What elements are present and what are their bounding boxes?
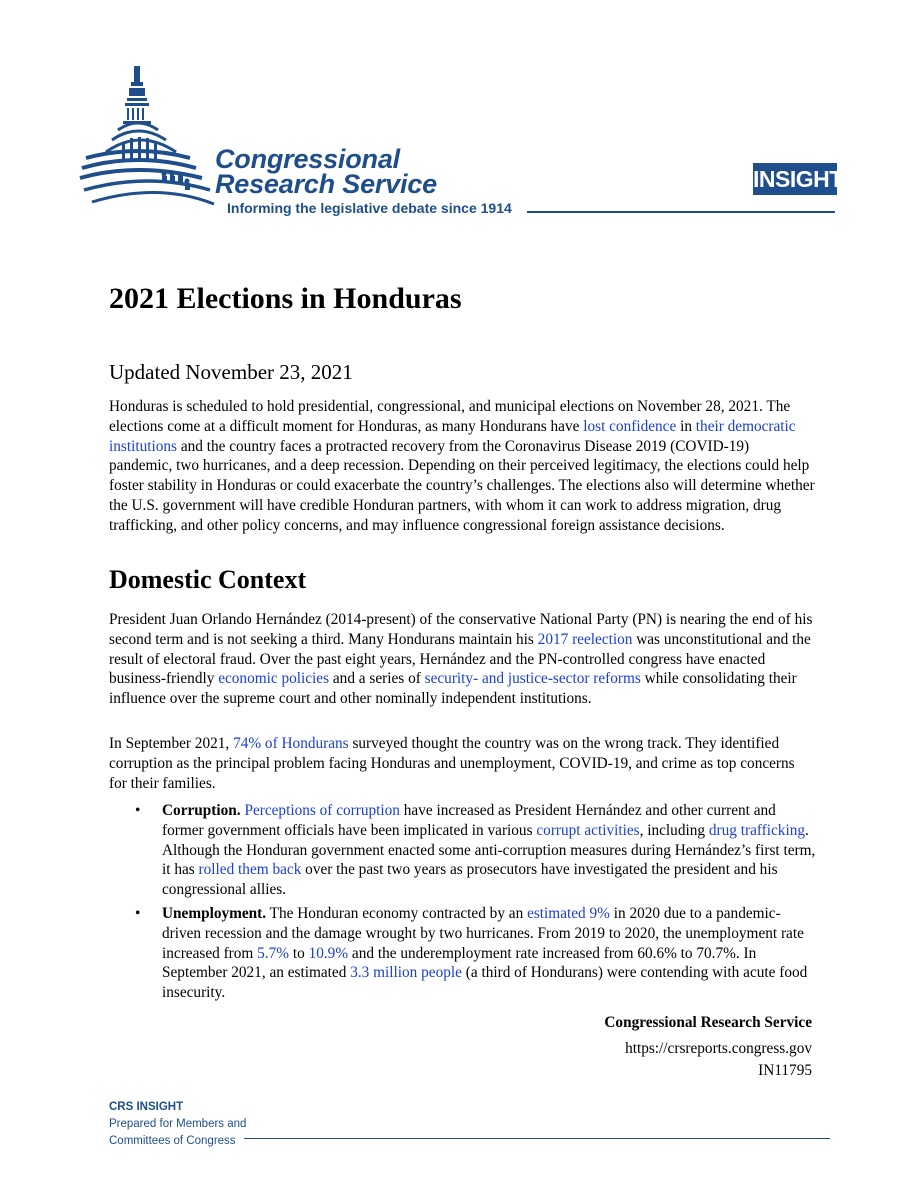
insight-badge: INSIGHT [753,163,837,195]
prepared-line-2: Committees of Congress [109,1135,236,1147]
inline-link[interactable]: 2017 reelection [537,630,633,648]
bullet-icon: • [135,802,141,819]
domestic-context-paragraph-2: In September 2021, 74% of Hondurans surveyed thought the country was on the wrong track. They identified corruption as the principal problem facing Honduras and unemployment, COVID-19, and crime as top concerns for their families. [109,735,795,792]
intro-paragraph: Honduras is scheduled to hold presidential, congressional, and municipal elections on November 28, 2021. The elections come at a difficult moment for Honduras, as many Hondurans have lost confidence in their democratic institutions and the country faces a protracted recovery from the Coronavirus Disease 2019 (COVID-19) pandemic, two hurricanes, and a deep recession. Depending on their perceived legitimacy, the elections could help foster stability in Honduras or could exacerbate the country’s challenges. The elections also will determine whether the U.S. government will have credible Honduran partners, with whom it can work to address migration, drug trafficking, and other policy concerns, and may influence congressional foreign assistance decisions. [109,398,815,534]
org-name-line2: Research Service [215,169,437,199]
inline-link[interactable]: drug trafficking [708,821,806,839]
inline-link[interactable]: estimated 9% [527,904,610,922]
bullet-icon: • [135,904,141,922]
domestic-context-paragraph-1: President Juan Orlando Hernández (2014-present) of the conservative National Party (PN) is nearing the end of his second term and is not seeking a third. Many Hondurans maintain his 2017 reelection was unconstitutional and the result of electoral fraud. Over the past eight years, Hernández and the PN-controlled congress have enacted business-friendly economic policies and a series of security- and justice-sector reforms while consolidating their influence over the supreme court and other nominally independent institutions. [109,611,813,708]
crs-insight-footer [109,1099,246,1150]
report-id: IN11795 [758,1062,812,1079]
org-tagline: Informing the legislative debate since 1914 [227,200,512,216]
list-item: • Unemployment. The Honduran economy contracted by an estimated 9% in 2020 due to a pandemic-driven recession and the damage wrought by two hurricanes. From 2019 to 2020, the unemployment rate increased from 5.7% to 10.9% and the underemployment rate increased from 60.6% to 70.7%. In September 2021, an estimated 3.3 million people (a third of Hondurans) were contending with acute food insecurity. [135,904,808,1002]
inline-link[interactable]: 5.7% [257,944,290,962]
footer-org-name: Congressional Research Service [604,1014,812,1031]
inline-link[interactable]: lost confidence [583,417,677,435]
footer-divider [244,1138,830,1139]
inline-link[interactable]: security- and justice-sector reforms [424,670,641,688]
inline-link[interactable]: 74% of Hondurans [233,735,349,752]
concerns-list [135,801,817,1007]
list-item: • Corruption. Perceptions of corruption have increased as President Hernández and other current and former government officials have been implicated in various corrupt activities, including drug trafficking. Although the Honduran government enacted some anti-corruption measures during Hernández’s first term, it has rolled them back over the past two years as prosecutors have investigated the president and his congressional allies. [135,802,816,899]
org-name-line1: Congressional [215,144,400,174]
inline-link[interactable]: 3.3 million people [350,964,462,982]
inline-link[interactable]: 10.9% [308,944,349,962]
section-heading: Domestic Context [109,565,307,594]
bullet-label: Unemployment. [162,904,267,922]
crs-insight-label: CRS INSIGHT [109,1101,184,1113]
prepared-line-1: Prepared for Members and [109,1118,247,1130]
bullet-label: Corruption. [162,802,241,819]
inline-link[interactable]: corrupt activities [536,821,640,839]
page-title: 2021 Elections in Honduras [109,282,462,315]
updated-date: Updated November 23, 2021 [109,360,353,384]
inline-link[interactable]: Perceptions of corruption [244,802,400,819]
footer-url: https://crsreports.congress.gov [625,1040,812,1057]
inline-link[interactable]: rolled them back [198,861,302,879]
inline-link[interactable]: economic policies [218,670,330,688]
inline-link[interactable]: their democratic institutions [109,417,796,455]
tagline-divider [527,211,835,213]
capitol-dome-icon [78,66,218,216]
